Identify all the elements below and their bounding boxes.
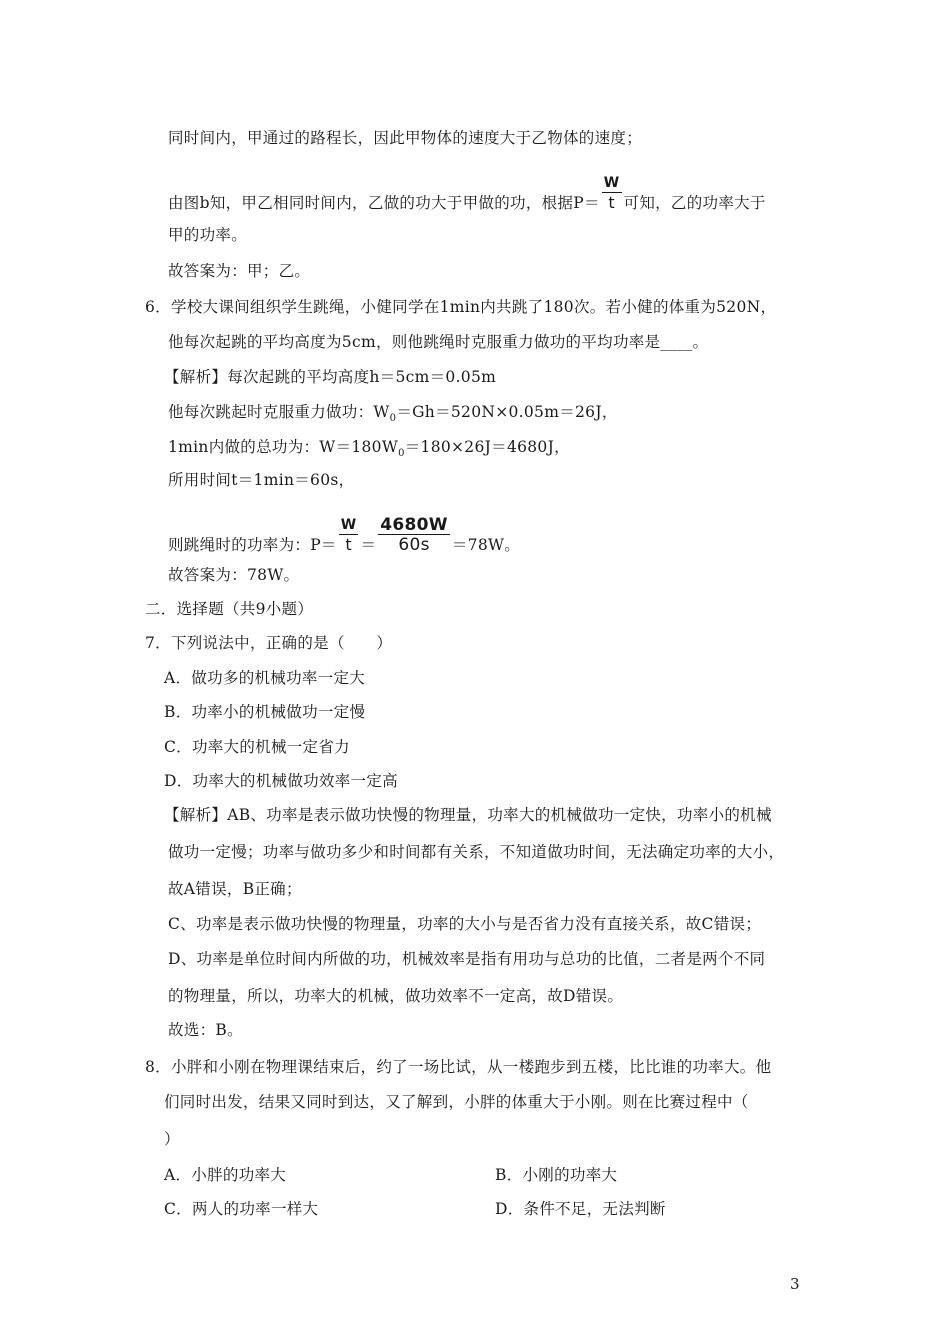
text-line: 故答案为：78W。	[168, 566, 300, 584]
text-line: 甲的功率。	[168, 226, 248, 244]
text-line: 做功一定慢；功率与做功多少和时间都有关系，不知道做功时间，无法确定功率的大小，	[168, 843, 785, 861]
section-heading: 二．选择题（共9小题）	[145, 600, 314, 618]
subscript: 0	[389, 413, 397, 425]
text-segment: 可知，乙的功率大于	[623, 194, 766, 212]
fraction-denominator: t	[608, 193, 615, 212]
option-d: D．功率大的机械做功效率一定高	[164, 772, 398, 790]
option-d: D．条件不足，无法判断	[495, 1200, 666, 1218]
text-line: 故选：B。	[168, 1021, 243, 1039]
text-segment: 1min内做的总功为：W＝180W	[168, 438, 399, 456]
text-line: 的物理量，所以，功率大的机械，做功效率不一定高，故D错误。	[168, 987, 624, 1005]
text-line-with-formula	[168, 515, 521, 565]
text-segment: 他每次跳起时克服重力做功：W	[168, 403, 390, 421]
fraction-denominator: t	[345, 535, 352, 554]
text-line: D、功率是单位时间内所做的功，机械效率是指有用功与总功的比值，二者是两个不同	[168, 950, 766, 968]
text-line: 同时间内，甲通过的路程长，因此甲物体的速度大于乙物体的速度；	[168, 129, 643, 147]
fraction-numerator: W	[603, 175, 620, 191]
subscript: 0	[398, 448, 405, 460]
fraction-numerator: 4680W	[380, 515, 448, 535]
fraction-numerator: W	[340, 517, 357, 533]
question-8-line-3: ）	[164, 1130, 180, 1148]
text-line: 故A错误，B正确；	[168, 880, 302, 898]
text-segment: ＝78W。	[451, 536, 521, 554]
text-segment: ＝Gh＝520N×0.05m＝26J，	[396, 403, 618, 421]
question-8-line-1: 8．小胖和小刚在物理课结束后，约了一场比试，从一楼跑步到五楼，比比谁的功率大。他	[145, 1058, 772, 1076]
text-segment: 则跳绳时的功率为：P＝	[168, 536, 337, 554]
text-segment: ＝	[360, 536, 377, 554]
text-line	[168, 437, 570, 460]
analysis-label-line: 【解析】AB、功率是表示做功快慢的物理量，功率大的机械做功一定快，功率小的机械	[164, 806, 772, 824]
fraction-w-over-t	[602, 175, 622, 213]
text-line: 故答案为：甲；乙。	[168, 262, 311, 280]
page-number: 3	[790, 1275, 800, 1293]
question-7: 7．下列说法中，正确的是（ ）	[145, 634, 393, 652]
fraction-w-over-t	[339, 517, 359, 555]
option-b: B．小刚的功率大	[495, 1166, 618, 1184]
text-line-with-formula	[168, 175, 766, 223]
analysis-label-line: 【解析】每次起跳的平均高度h＝5cm＝0.05m	[164, 368, 497, 386]
option-c: C．两人的功率一样大	[164, 1200, 319, 1218]
fraction-denominator: 60s	[398, 535, 430, 555]
question-8-line-2: 们同时出发，结果又同时到达，又了解到，小胖的体重大于小刚。则在比赛过程中（	[164, 1093, 749, 1111]
option-b: B．功率小的机械做功一定慢	[164, 703, 366, 721]
text-line	[168, 402, 618, 425]
text-line: C、功率是表示做功快慢的物理量，功率的大小与是否省力没有直接关系，故C错误；	[168, 915, 762, 933]
text-segment: 由图b知，甲乙相同时间内，乙做的功大于甲做的功，根据P＝	[168, 194, 600, 212]
question-6-line-2: 他每次起跳的平均高度为5cm，则他跳绳时克服重力做功的平均功率是____。	[168, 333, 709, 351]
option-a: A．做功多的机械功率一定大	[164, 669, 366, 687]
option-c: C．功率大的机械一定省力	[164, 738, 350, 756]
text-line: 所用时间t＝1min＝60s，	[168, 471, 355, 489]
option-a: A．小胖的功率大	[164, 1166, 287, 1184]
fraction-4680w-over-60s	[378, 517, 450, 555]
text-segment: ＝180×26J＝4680J，	[404, 438, 570, 456]
question-6-line-1: 6．学校大课间组织学生跳绳，小健同学在1min内共跳了180次。若小健的体重为520N，	[145, 298, 777, 316]
